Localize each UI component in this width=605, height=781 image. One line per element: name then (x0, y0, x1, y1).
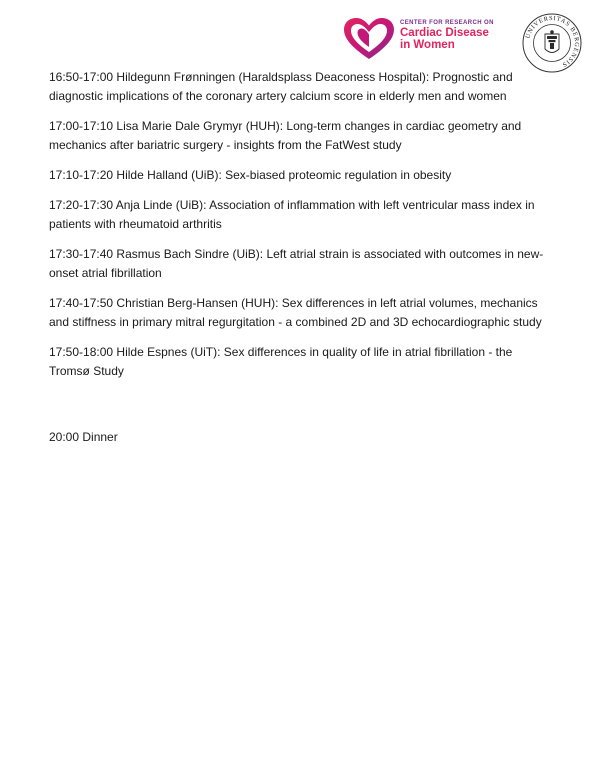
logo-line-3: in Women (400, 39, 455, 51)
entry-text: Hilde Halland (UiB): Sex-biased proteomic regulation in obesity (116, 168, 452, 182)
entry-time: 16:50-17:00 (49, 70, 114, 84)
entry-text: Hildegunn Frønningen (Haraldsplass Deaconess Hospital): Prognostic and diagnostic implications of the coronary artery calcium score in elderly men and women (49, 70, 513, 103)
entry-time: 17:50-18:00 (49, 345, 114, 359)
dinner-label: Dinner (82, 430, 118, 444)
program-entry (49, 294, 549, 332)
entry-text: Lisa Marie Dale Grymyr (HUH): Long-term changes in cardiac geometry and mechanics after bariatric surgery - insights from the FatWest study (49, 119, 522, 152)
seal-text: UNIVERSITAS BERGENSIS (524, 14, 581, 69)
page-header (0, 0, 605, 70)
crcdw-logo (343, 17, 533, 61)
university-of-bergen-seal-icon (521, 12, 583, 74)
heart-logo-icon (343, 17, 395, 61)
entry-time: 17:40-17:50 (49, 296, 114, 310)
entry-time: 17:30-17:40 (49, 247, 114, 261)
dinner-time: 20:00 (49, 430, 80, 444)
program-entry (49, 68, 549, 106)
entry-time: 17:00-17:10 (49, 119, 114, 133)
program-entry (49, 343, 549, 381)
entry-text: Rasmus Bach Sindre (UiB): Left atrial strain is associated with outcomes in new-onset atrial fibrillation (49, 247, 544, 280)
entry-text: Christian Berg-Hansen (HUH): Sex differences in left atrial volumes, mechanics and stiffness in primary mitral regurgitation - a combined 2D and 3D echocardiographic study (49, 296, 542, 329)
entry-time: 17:20-17:30 (49, 198, 114, 212)
dinner-entry (49, 428, 118, 447)
entry-text: Anja Linde (UiB): Association of inflammation with left ventricular mass index in patients with rheumatoid arthritis (49, 198, 535, 231)
entry-text: Hilde Espnes (UiT): Sex differences in quality of life in atrial fibrillation - the Tromsø Study (49, 345, 513, 378)
program-entry (49, 245, 549, 283)
program-entry (49, 196, 549, 234)
logo-line-1: CENTER FOR RESEARCH ON (400, 20, 494, 26)
program-entry (49, 117, 549, 155)
logo-line-2: Cardiac Disease (400, 27, 489, 39)
program-entry (49, 166, 549, 185)
crcdw-wordmark (400, 19, 535, 51)
program-list (49, 68, 549, 392)
entry-time: 17:10-17:20 (49, 168, 114, 182)
